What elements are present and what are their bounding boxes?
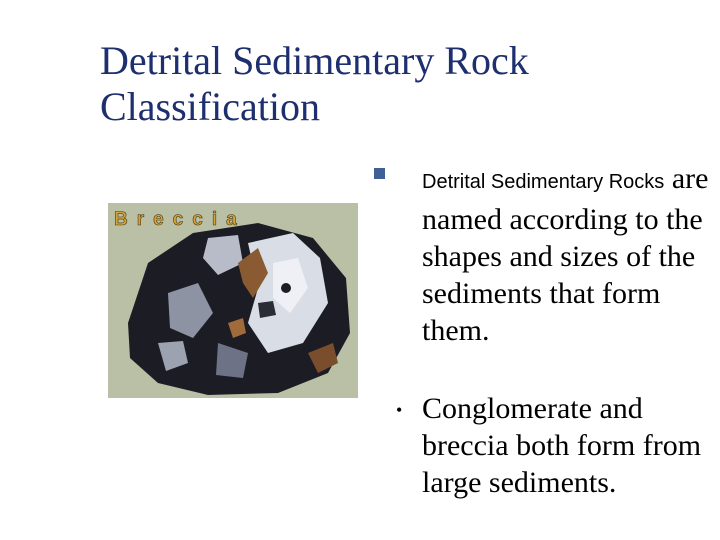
image-label: Breccia [114, 209, 246, 230]
bullet-2: Conglomerate and breccia both form from large sediments. [422, 392, 702, 499]
bullet-1-sans-text: Detrital Sedimentary Rocks [422, 171, 665, 193]
bullet-square-marker [374, 168, 385, 179]
breccia-photo [108, 203, 358, 398]
title-line-2: Classification [100, 84, 320, 129]
title-line-1: Detrital Sedimentary Rock [100, 38, 529, 83]
bullet-dot-marker: • [396, 400, 403, 420]
slide-title [100, 38, 660, 130]
bullet-1-serif-text: are named according to the shapes and sizes of the sediments that form them. [422, 162, 709, 347]
bullet-1 [422, 160, 712, 349]
